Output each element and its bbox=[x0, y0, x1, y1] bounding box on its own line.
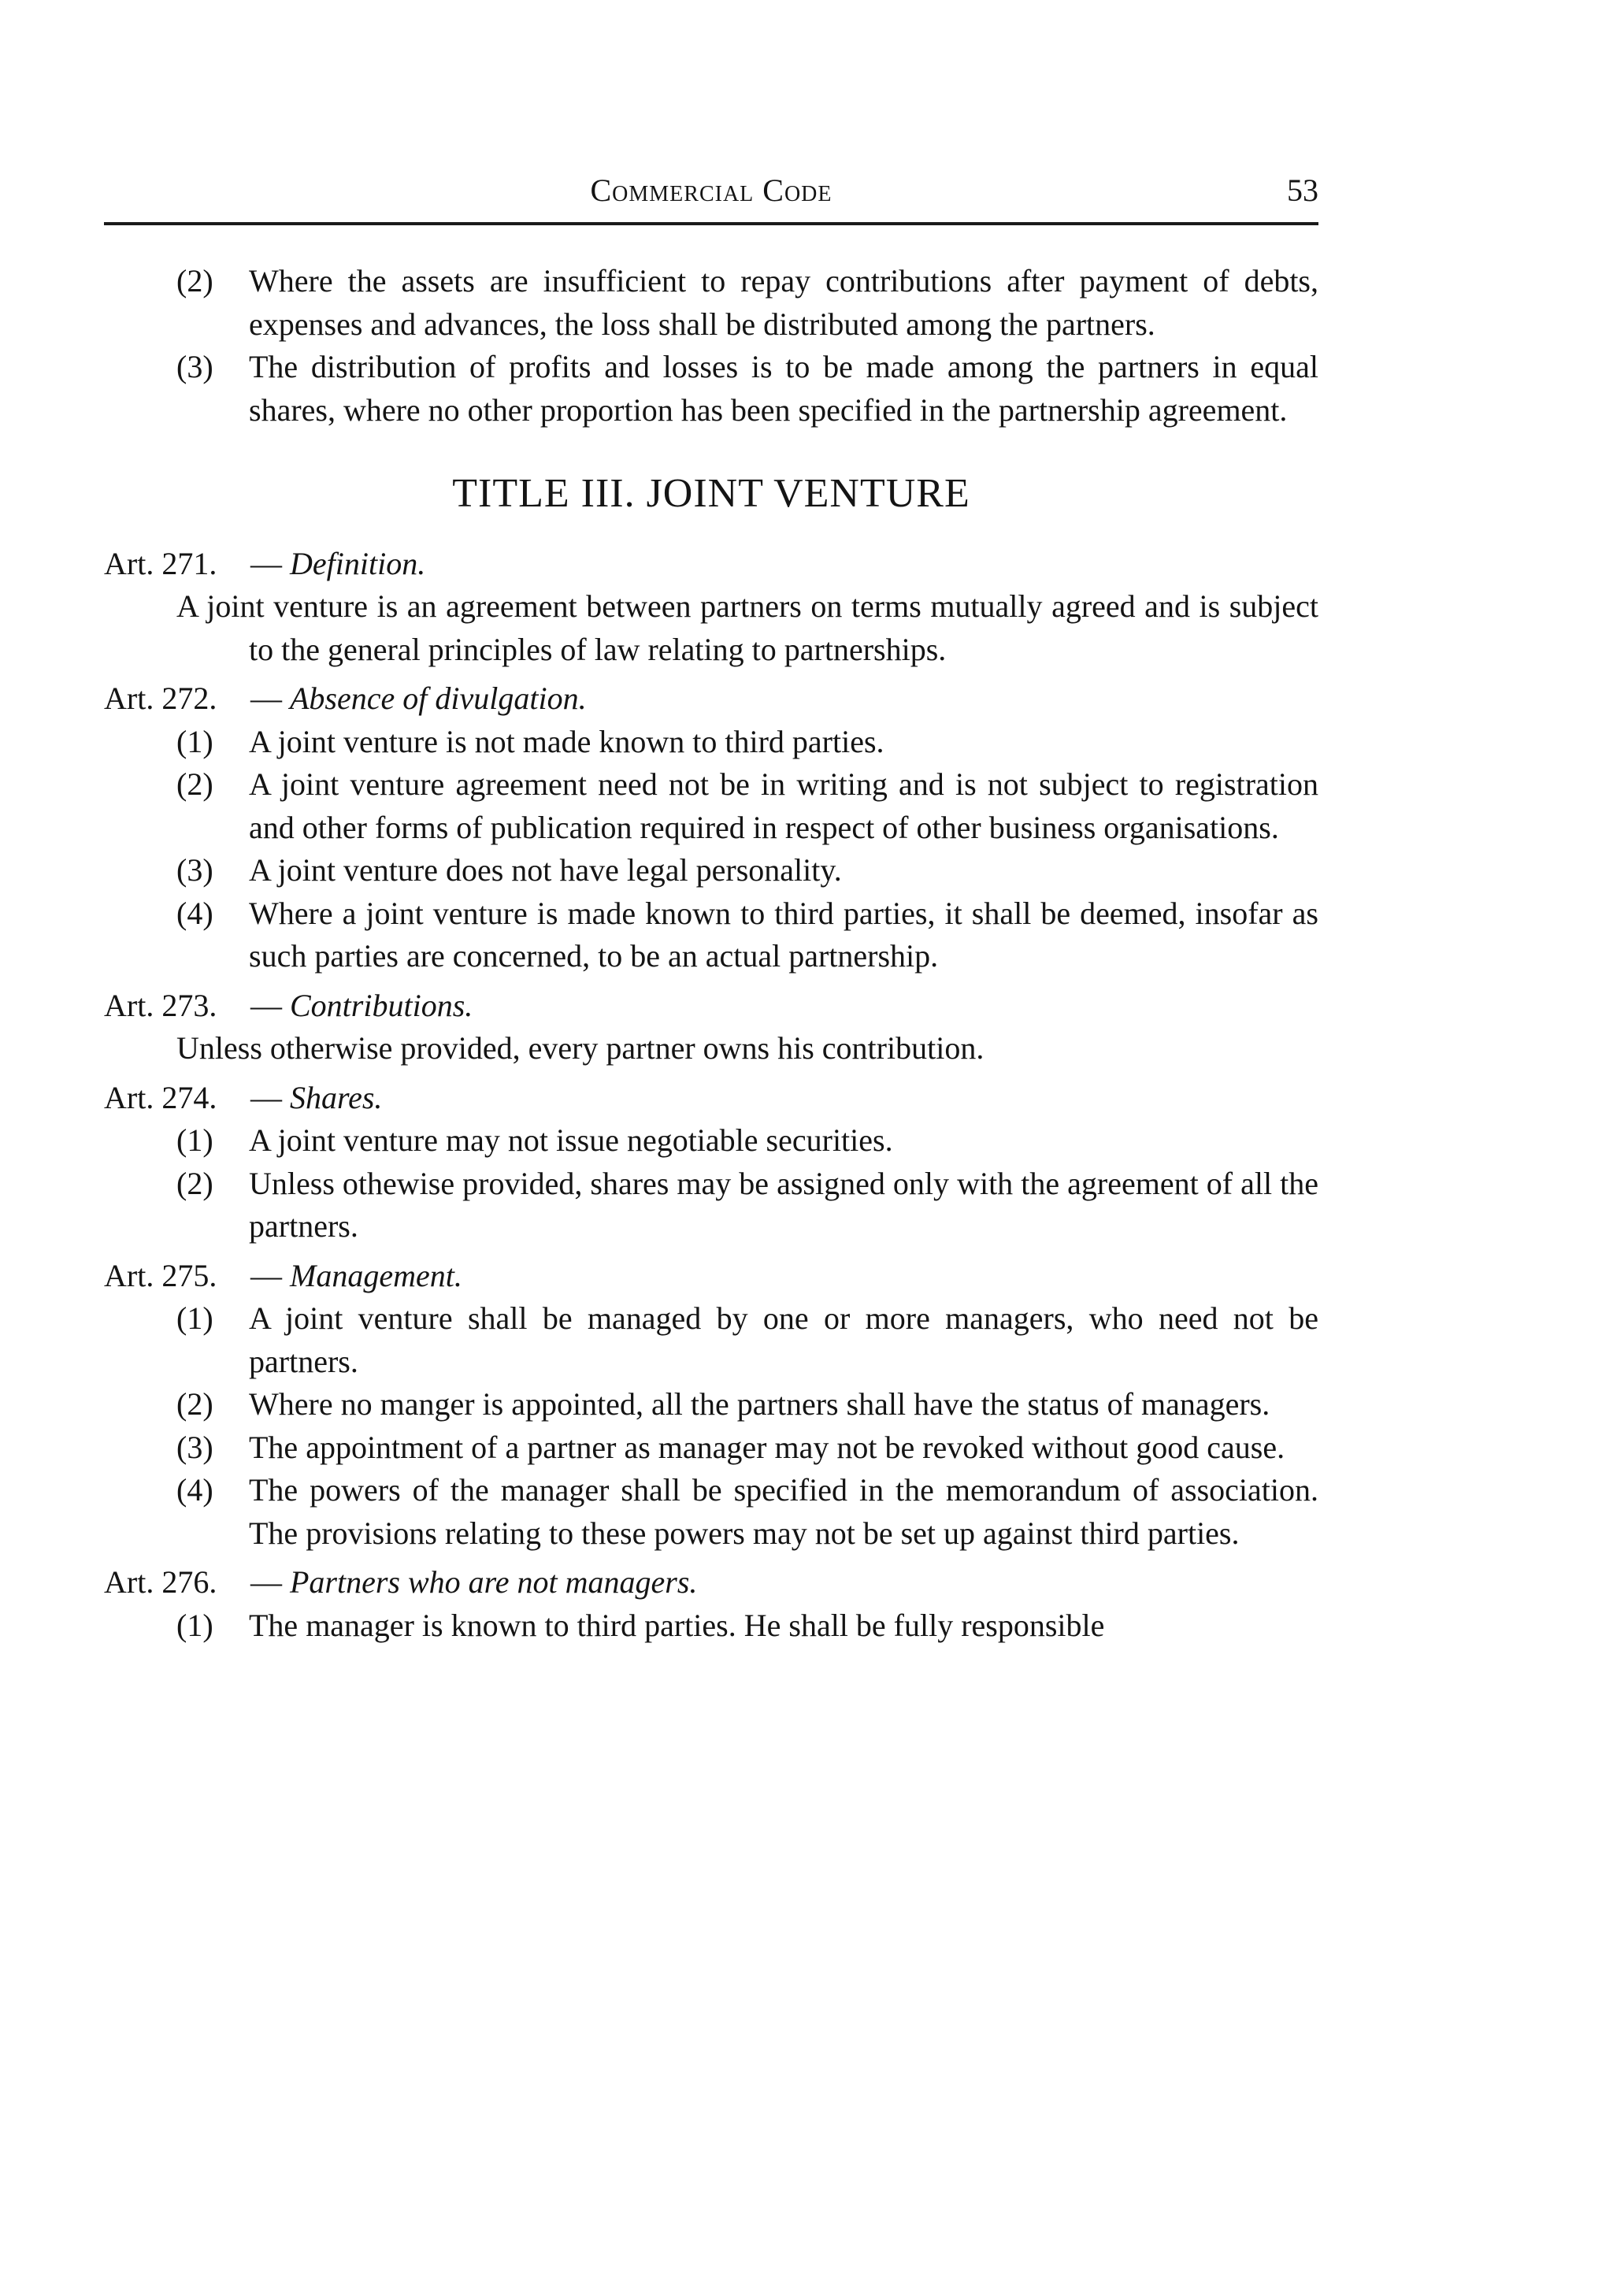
item-text: Unless othewise provided, shares may be assigned only with the agreement of all the partners. bbox=[249, 1165, 1318, 1244]
article-number: Art. 275. bbox=[104, 1257, 217, 1293]
item-text: The appointment of a partner as manager may not be revoked without good cause. bbox=[249, 1429, 1285, 1465]
item-label: (3) bbox=[176, 1429, 213, 1465]
page-body bbox=[104, 260, 1318, 1647]
numbered-paragraph bbox=[176, 763, 1318, 849]
item-text: Where a joint venture is made known to third parties, it shall be deemed, insofar as such parties are concerned, to be an actual partnership. bbox=[249, 895, 1318, 974]
item-label: (3) bbox=[176, 349, 213, 384]
article-heading bbox=[104, 543, 1318, 586]
item-label: (4) bbox=[176, 895, 213, 931]
item-text: Where no manger is appointed, all the partners shall have the status of managers. bbox=[249, 1386, 1270, 1422]
heading-dash: — bbox=[250, 681, 282, 716]
heading-dash: — bbox=[250, 1564, 282, 1600]
numbered-paragraph bbox=[176, 1383, 1318, 1426]
article-heading bbox=[104, 1561, 1318, 1604]
article-heading bbox=[104, 1077, 1318, 1120]
item-text: A joint venture may not issue negotiable securities. bbox=[249, 1122, 893, 1158]
page-header bbox=[104, 172, 1318, 219]
numbered-paragraph bbox=[176, 1163, 1318, 1248]
item-label: (1) bbox=[176, 1122, 213, 1158]
item-text: The distribution of profits and losses is to be made among the partners in equal shares, where no other proportion has been specified in the partnership agreement. bbox=[249, 349, 1318, 428]
header-rule bbox=[104, 222, 1318, 225]
running-title: Commercial Code bbox=[590, 172, 832, 208]
item-label: (2) bbox=[176, 1165, 213, 1201]
item-text: A joint venture is not made known to third parties. bbox=[249, 723, 884, 759]
article-heading bbox=[104, 677, 1318, 721]
item-text: The powers of the manager shall be specified in the memorandum of association. The provisions relating to these powers may not be set up against third parties. bbox=[249, 1472, 1318, 1551]
article-number: Art. 274. bbox=[104, 1079, 217, 1115]
article-heading bbox=[104, 985, 1318, 1028]
article-number: Art. 271. bbox=[104, 545, 217, 581]
item-text: The manager is known to third parties. He shall be fully responsible bbox=[249, 1607, 1105, 1643]
heading-dash: — bbox=[250, 1079, 282, 1115]
item-label: (2) bbox=[176, 263, 213, 299]
article-title: Management. bbox=[290, 1257, 462, 1293]
heading-dash: — bbox=[250, 987, 282, 1023]
item-label: (3) bbox=[176, 852, 213, 888]
numbered-paragraph bbox=[176, 346, 1318, 432]
item-label: (1) bbox=[176, 1300, 213, 1336]
article-number: Art. 272. bbox=[104, 681, 217, 716]
numbered-paragraph bbox=[176, 1297, 1318, 1383]
article-number: Art. 276. bbox=[104, 1564, 217, 1600]
item-label: (2) bbox=[176, 766, 213, 802]
numbered-paragraph bbox=[176, 892, 1318, 978]
heading-dash: — bbox=[250, 545, 282, 581]
item-text: A joint venture agreement need not be in writing and is not subject to registration and other forms of publication required in respect of other business organisations. bbox=[249, 766, 1318, 845]
item-text: A joint venture does not have legal personality. bbox=[249, 852, 842, 888]
article-number: Art. 273. bbox=[104, 987, 217, 1023]
article-text: Unless otherwise provided, every partner owns his contribution. bbox=[176, 1030, 984, 1066]
section-title: TITLE III. JOINT VENTURE bbox=[452, 471, 970, 516]
article-title: Absence of divulgation. bbox=[290, 681, 587, 716]
item-label: (1) bbox=[176, 723, 213, 759]
heading-dash: — bbox=[250, 1257, 282, 1293]
article-heading bbox=[104, 1255, 1318, 1298]
page-number: 53 bbox=[1287, 172, 1318, 208]
numbered-paragraph bbox=[176, 849, 1318, 892]
numbered-paragraph bbox=[176, 1604, 1318, 1648]
item-label: (1) bbox=[176, 1607, 213, 1643]
item-text: Where the assets are insufficient to repay contributions after payment of debts, expenses and advances, the loss shall be distributed among the partners. bbox=[249, 263, 1318, 342]
numbered-paragraph bbox=[176, 1426, 1318, 1470]
item-label: (4) bbox=[176, 1472, 213, 1508]
article-title: Definition. bbox=[290, 545, 426, 581]
item-label: (2) bbox=[176, 1386, 213, 1422]
article-text: A joint venture is an agreement between partners on terms mutually agreed and is subject to the general principles of law relating to partnerships. bbox=[176, 588, 1318, 667]
numbered-paragraph bbox=[176, 1469, 1318, 1555]
numbered-paragraph bbox=[176, 721, 1318, 764]
numbered-paragraph bbox=[176, 1119, 1318, 1163]
article-title: Shares. bbox=[290, 1079, 383, 1115]
numbered-paragraph bbox=[176, 260, 1318, 346]
article-title: Partners who are not managers. bbox=[290, 1564, 698, 1600]
article-title: Contributions. bbox=[290, 987, 473, 1023]
item-text: A joint venture shall be managed by one or more managers, who need not be partners. bbox=[249, 1300, 1318, 1379]
